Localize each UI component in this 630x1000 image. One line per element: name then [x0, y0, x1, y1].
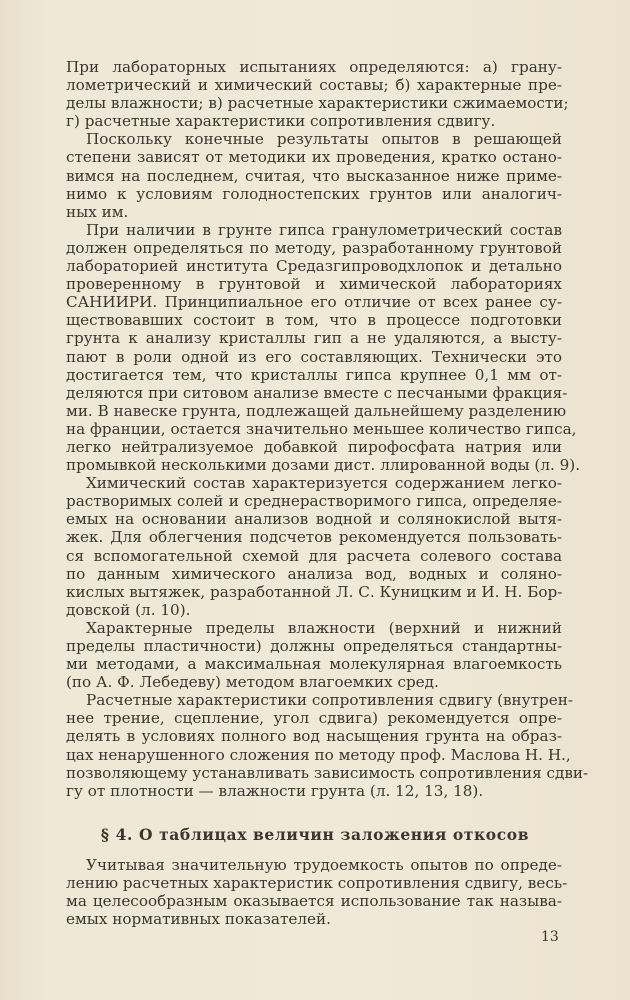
text-line: пределы пластичности) должны определяться стандартны- [66, 637, 562, 655]
text-line: должен определяться по методу, разработанному грунтовой [66, 238, 562, 257]
text-line: вимся на последнем, считая, что высказанное ниже приме- [66, 166, 562, 185]
paragraph-moisture-limits [66, 619, 562, 691]
text-line: лабораторией института Средазгипроводхлопок и детально [66, 257, 562, 276]
text-line: емых нормативных показателей. [66, 910, 331, 929]
text-line: растворимых солей и среднерастворимого гипса, определяе- [66, 492, 562, 511]
text-line: Характерные пределы влажности (верхний и нижний [86, 618, 562, 637]
text-line: довской (л. 10). [66, 600, 191, 619]
text-line: пают в роли одной из его составляющих. Технически это [66, 347, 562, 366]
text-line: на франции, остается значительно меньшее количество гипса, [66, 419, 577, 438]
text-line: по данным химического анализа вод, водных и соляно- [66, 564, 562, 583]
text-line: емых на основании анализов водной и солянокислой вытя- [66, 510, 562, 529]
paragraph-granulometric [66, 220, 581, 475]
body-text [66, 58, 589, 929]
text-line: позволяющему устанавливать зависимость сопротивления сдви- [66, 763, 589, 782]
text-line: проверенному в грунтовой и химической лабораториях [66, 275, 562, 294]
text-line: грунта к анализу кристаллы гип а не удаляются, а высту- [66, 329, 562, 348]
text-line: лению расчетных характеристик сопротивления сдвигу, весь- [66, 873, 568, 892]
text-line: достигается тем, что кристаллы гипса крупнее 0,1 мм от- [66, 365, 562, 384]
text-line: ми. В навеске грунта, подлежащей дальнейшему разделению [66, 401, 567, 420]
text-line: нимо к условиям голодностепских грунтов или аналогич- [66, 184, 562, 203]
text-line: жек. Для облегчения подсчетов рекомендуется пользовать- [66, 528, 562, 547]
text-line: Учитывая значительную трудоемкость опытов по опреде- [86, 855, 562, 874]
text-line: степени зависят от методики их проведения, кратко остано- [66, 148, 562, 167]
text-line: деляются при ситовом анализе вместе с песчаными фракция- [66, 383, 568, 402]
text-line: ма целесообразным оказывается использование так называ- [66, 892, 562, 911]
text-line: г) расчетные характеристики сопротивления сдвигу. [66, 112, 496, 131]
text-line: нее трение, сцепление, угол сдвига) рекомендуется опре- [66, 709, 562, 728]
text-line: САНИИРИ. Принципиальное его отличие от всех ранее су- [66, 293, 562, 312]
text-line: кислых вытяжек, разработанной Л. С. Куницким и И. Н. Бор- [66, 582, 563, 601]
text-line: Химический состав характеризуется содержанием легко- [86, 474, 562, 493]
text-line: ся вспомогательной схемой для расчета солевого состава [66, 546, 562, 565]
text-line: ществовавших состоит в том, что в процессе подготовки [66, 311, 562, 330]
paragraph-chemical [66, 474, 562, 619]
text-line: ных им. [66, 202, 129, 221]
paragraph-methods [66, 130, 562, 220]
page-number: 13 [541, 929, 559, 945]
text-line: Поскольку конечные результаты опытов в решающей [86, 130, 562, 149]
text-line: (по А. Ф. Лебедеву) методом влагоемких сред. [66, 673, 439, 692]
text-line: делы влажности; в) расчетные характеристики сжимаемости; [66, 94, 569, 113]
text-line: гу от плотности — влажности грунта (л. 12, 13, 18). [66, 781, 484, 800]
text-line: промывкой несколькими дозами дист. ллированной воды (л. 9). [66, 456, 581, 475]
text-line: цах ненарушенного сложения по методу проф. Маслова Н. Н., [66, 745, 571, 764]
text-line: ми методами, а максимальная молекулярная влагоемкость [66, 655, 562, 674]
text-line: При лабораторных испытаниях определяются: а) грану- [66, 58, 562, 76]
text-line: лометрический и химический составы; б) характерные пре- [66, 76, 562, 95]
text-line: При наличии в грунте гипса гранулометрический состав [86, 220, 562, 239]
paragraph-normative-indicators [66, 855, 568, 929]
text-line: делять в условиях полного вод насыщения грунта на образ- [66, 727, 562, 746]
paragraph-shear-resistance [66, 691, 589, 800]
paragraph-lab-tests [66, 58, 569, 131]
text-line: Расчетные характеристики сопротивления сдвигу (внутрен- [86, 691, 573, 710]
section-heading: § 4. О таблицах величин заложения откосов [100, 824, 530, 844]
text-line: легко нейтрализуемое добавкой пирофосфата натрия или [66, 437, 562, 456]
